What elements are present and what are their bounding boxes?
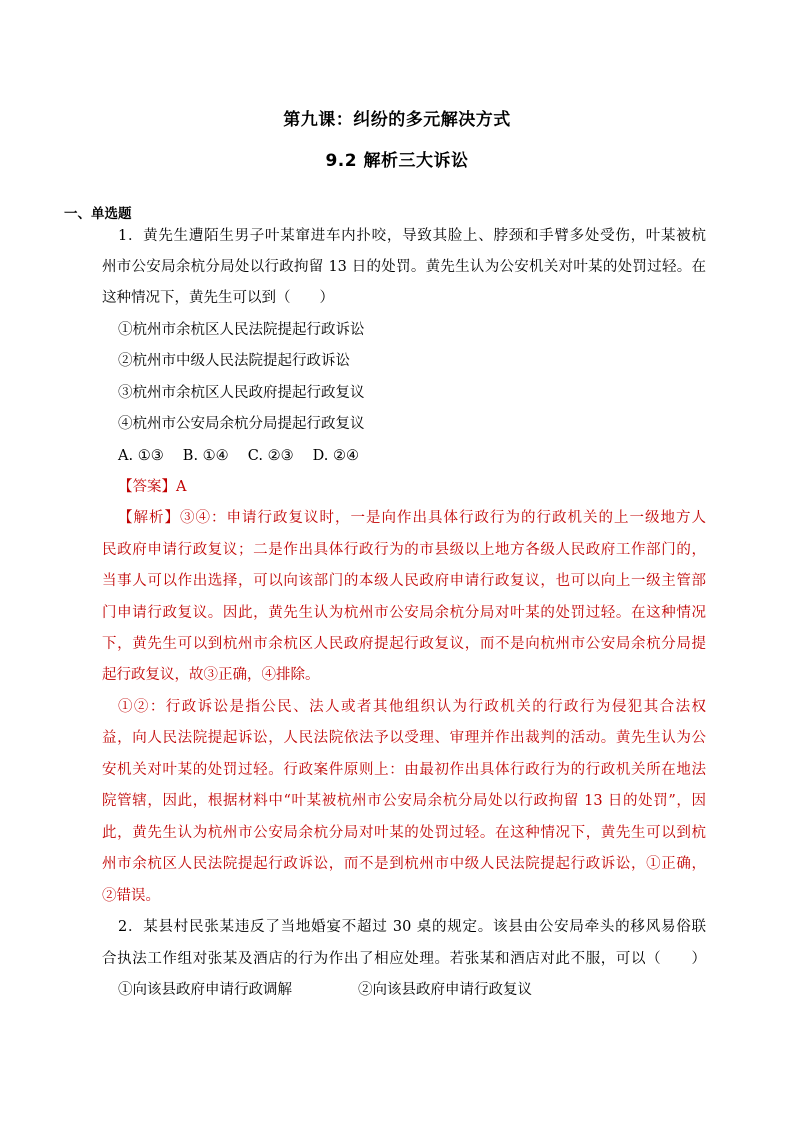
- page-subtitle: 9.2 解析三大诉讼: [325, 151, 469, 171]
- analysis-p1-line-6: 起行政复议，故③正确，④排除。: [102, 667, 320, 683]
- q1-answer: [118, 477, 186, 497]
- q1-option-1: ①杭州市余杭区人民法院提起行政诉讼: [118, 322, 365, 338]
- analysis-p2-line-7: ②错误。: [102, 888, 160, 904]
- q1-line-1: 1．黄先生遭陌生男子叶某窜进车内扑咬，导致其脸上、脖颈和手臂多处受伤，叶某被杭: [118, 228, 706, 244]
- analysis-p1-line-1: ③④：申请行政复议时，一是向作出具体行政行为的行政机关的上一级地方人: [180, 510, 706, 526]
- analysis-p2-line-6: 州市余杭区人民法院提起行政诉讼，而不是到杭州市中级人民法院提起行政诉讼，①正确，: [102, 856, 706, 872]
- q1-line-3: 这种情况下，黄先生可以到（ ）: [102, 290, 334, 306]
- q1-analysis-line-1: [118, 508, 706, 528]
- q2-line-1: 2．某县村民张某违反了当地婚宴不超过 30 桌的规定。该县由公安局牵头的移风易俗联: [118, 919, 706, 935]
- analysis-p2-line-1: ①②：行政诉讼是指公民、法人或者其他组织认为行政机关的行政行为侵犯其合法权: [118, 699, 706, 715]
- q2-option-1: ①向该县政府申请行政调解: [118, 982, 292, 998]
- section-heading: 一、单选题: [64, 206, 132, 222]
- page-title: 第九课：纠纷的多元解决方式: [283, 110, 511, 130]
- analysis-p2-line-4: 院管辖，因此，根据材料中“叶某被杭州市公安局余杭分局处以行政拘留 13 日的处罚”，因: [102, 793, 706, 809]
- analysis-p1-line-2: 民政府申请行政复议；二是作出具体行政行为的市县级以上地方各级人民政府工作部门的，: [102, 542, 706, 558]
- analysis-p1-line-4: 门申请行政复议。因此，黄先生认为杭州市公安局余杭分局对叶某的处罚过轻。在这种情况: [102, 605, 706, 621]
- analysis-p1-line-3: 当事人可以作出选择，可以向该部门的本级人民政府申请行政复议，也可以向上一级主管部: [102, 573, 706, 589]
- q1-option-4: ④杭州市公安局余杭分局提起行政复议: [118, 416, 365, 432]
- analysis-p2-line-2: 益，向人民法院提起诉讼，人民法院依法予以受理、审理并作出裁判的活动。黄先生认为公: [102, 730, 706, 746]
- q1-line-2: 州市公安局余杭分局处以行政拘留 13 日的处罚。黄先生认为公安机关对叶某的处罚过轻。在: [102, 259, 706, 275]
- answer-value: A: [176, 479, 187, 495]
- analysis-p1-line-5: 下，黄先生可以到杭州市余杭区人民政府提起行政复议，而不是向杭州市公安局余杭分局提: [102, 636, 706, 652]
- q1-option-3: ③杭州市余杭区人民政府提起行政复议: [118, 385, 365, 401]
- answer-label: 【答案】: [118, 479, 176, 495]
- q1-choices: A. ①③ B. ①④ C. ②③ D. ②④: [118, 448, 360, 464]
- q2-option-2: ②向该县政府申请行政复议: [358, 982, 532, 998]
- analysis-p2-line-5: 此，黄先生认为杭州市公安局余杭分局对叶某的处罚过轻。在这种情况下，黄先生可以到杭: [102, 825, 706, 841]
- q1-option-2: ②杭州市中级人民法院提起行政诉讼: [118, 353, 350, 369]
- analysis-p2-line-3: 安机关对叶某的处罚过轻。行政案件原则上：由最初作出具体行政行为的行政机关所在地法: [102, 762, 706, 778]
- q2-line-2: 合执法工作组对张某及酒店的行为作出了相应处理。若张某和酒店对此不服，可以（ ）: [102, 951, 706, 967]
- analysis-label: 【解析】: [118, 510, 180, 526]
